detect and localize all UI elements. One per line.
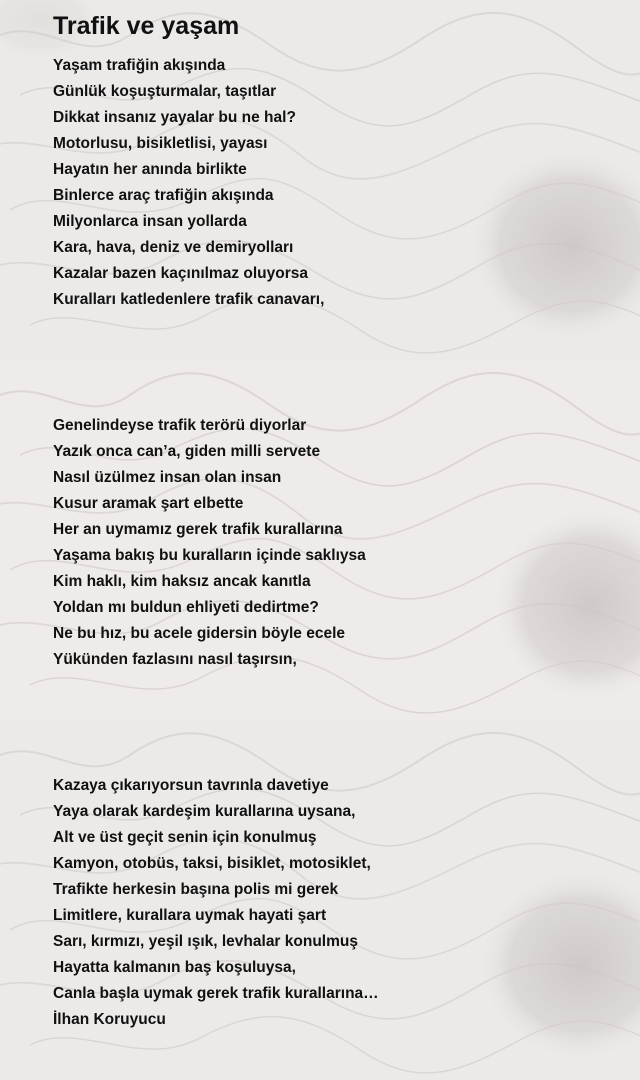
poem-title: Trafik ve yaşam bbox=[53, 12, 240, 40]
poem-line: Trafikte herkesin başına polis mi gerek bbox=[53, 881, 339, 898]
poem-line: Kazalar bazen kaçınılmaz oluyorsa bbox=[53, 265, 308, 282]
poem-line: Günlük koşuşturmalar, taşıtlar bbox=[53, 83, 277, 100]
poem-line: Dikkat insanız yayalar bu ne hal? bbox=[53, 109, 296, 126]
poem-line: Her an uymamız gerek trafik kurallarına bbox=[53, 521, 343, 538]
poem-line: Yaya olarak kardeşim kurallarına uysana, bbox=[53, 803, 356, 820]
poem-line: Yazık onca can’a, giden milli servete bbox=[53, 443, 321, 460]
poem-line: Kamyon, otobüs, taksi, bisiklet, motosiklet, bbox=[53, 855, 371, 872]
poem-line: Motorlusu, bisikletlisi, yayası bbox=[53, 135, 268, 152]
poem-line: Yaşam trafiğin akışında bbox=[53, 57, 226, 74]
poem-line: Canla başla uymak gerek trafik kurallarına… bbox=[53, 985, 379, 1002]
poem-line: Kim haklı, kim haksız ancak kanıtla bbox=[53, 573, 311, 590]
poem-line: Kuralları katledenlere trafik canavarı, bbox=[53, 291, 325, 308]
poem-line: Nasıl üzülmez insan olan insan bbox=[53, 469, 282, 486]
stanza-2 bbox=[53, 413, 366, 673]
poem-line: Binlerce araç trafiğin akışında bbox=[53, 187, 274, 204]
poem-line: Hayatın her anında birlikte bbox=[53, 161, 247, 178]
poem-line: Genelindeyse trafik terörü diyorlar bbox=[53, 417, 307, 434]
poem-line: Alt ve üst geçit senin için konulmuş bbox=[53, 829, 317, 846]
poem-line: Kazaya çıkarıyorsun tavrınla davetiye bbox=[53, 777, 329, 794]
stanza-3 bbox=[53, 773, 379, 1033]
poem-line: Sarı, kırmızı, yeşil ışık, levhalar konulmuş bbox=[53, 933, 358, 950]
poem-line: Limitlere, kurallara uymak hayati şart bbox=[53, 907, 327, 924]
stanza-1 bbox=[53, 53, 324, 313]
poem-line: Milyonlarca insan yollarda bbox=[53, 213, 247, 230]
poem-line: Yükünden fazlasını nasıl taşırsın, bbox=[53, 651, 297, 668]
poem-line: Kusur aramak şart elbette bbox=[53, 495, 244, 512]
poem-line: Yaşama bakış bu kuralların içinde saklıysa bbox=[53, 547, 366, 564]
poem-line: Hayatta kalmanın baş koşuluysa, bbox=[53, 959, 296, 976]
poem-author: İlhan Koruyucu bbox=[53, 1011, 166, 1028]
poem-line: Kara, hava, deniz ve demiryolları bbox=[53, 239, 294, 256]
poem-line: Yoldan mı buldun ehliyeti dedirtme? bbox=[53, 599, 319, 616]
poem-line: Ne bu hız, bu acele gidersin böyle ecele bbox=[53, 625, 346, 642]
